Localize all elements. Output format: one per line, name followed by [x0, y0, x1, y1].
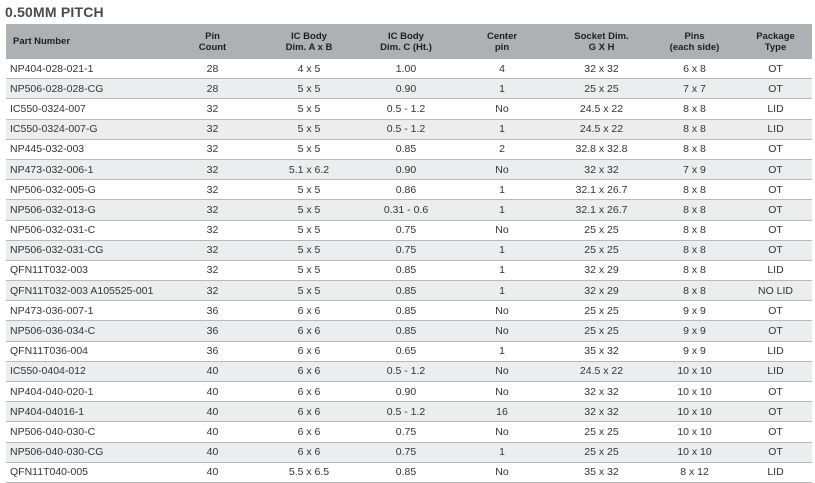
cell-center: 1 [451, 341, 553, 361]
cell-pkg: OT [739, 220, 812, 240]
cell-socket: 32.1 x 26.7 [553, 180, 650, 200]
cell-center: 1 [451, 119, 553, 139]
cell-pinsside: 9 x 9 [650, 301, 739, 321]
cell-part: NP506-036-034-C [6, 321, 168, 341]
cell-part: NP506-040-030-C [6, 422, 168, 442]
cell-center: 1 [451, 200, 553, 220]
cell-pkg: LID [739, 119, 812, 139]
column-header [6, 24, 168, 59]
cell-socket: 25 x 25 [553, 422, 650, 442]
cell-part: IC550-0404-012 [6, 361, 168, 381]
cell-center: No [451, 159, 553, 179]
cell-pins: 32 [168, 200, 257, 220]
cell-socket: 32 x 32 [553, 382, 650, 402]
cell-dimc: 0.75 [361, 240, 451, 260]
cell-pins: 32 [168, 260, 257, 280]
cell-pins: 32 [168, 119, 257, 139]
column-header [257, 24, 361, 59]
cell-dimab: 6 x 6 [257, 422, 361, 442]
cell-pkg: LID [739, 99, 812, 119]
cell-pinsside: 8 x 8 [650, 260, 739, 280]
table-row [6, 361, 812, 381]
cell-pins: 40 [168, 422, 257, 442]
cell-center: 1 [451, 240, 553, 260]
cell-part: NP404-028-021-1 [6, 59, 168, 79]
column-header-line-1: Center [486, 30, 518, 42]
cell-dimab: 5 x 5 [257, 240, 361, 260]
cell-socket: 25 x 25 [553, 220, 650, 240]
cell-part: NP506-032-031-C [6, 220, 168, 240]
cell-center: 1 [451, 79, 553, 99]
cell-pinsside: 6 x 8 [650, 59, 739, 79]
cell-dimab: 5 x 5 [257, 260, 361, 280]
table-row [6, 442, 812, 462]
column-header [650, 24, 739, 59]
cell-dimc: 1.00 [361, 59, 451, 79]
spec-table [6, 24, 812, 483]
table-row [6, 200, 812, 220]
cell-pkg: OT [739, 240, 812, 260]
cell-socket: 32 x 29 [553, 260, 650, 280]
cell-pinsside: 10 x 10 [650, 402, 739, 422]
cell-dimc: 0.85 [361, 462, 451, 482]
cell-pinsside: 10 x 10 [650, 361, 739, 381]
cell-dimab: 5 x 5 [257, 99, 361, 119]
table-row [6, 341, 812, 361]
cell-dimab: 6 x 6 [257, 442, 361, 462]
cell-pinsside: 8 x 8 [650, 200, 739, 220]
cell-dimab: 6 x 6 [257, 321, 361, 341]
cell-pkg: LID [739, 260, 812, 280]
cell-pins: 32 [168, 240, 257, 260]
cell-dimab: 5 x 5 [257, 281, 361, 301]
column-header-line-2: Dim. C (Ht.) [380, 41, 432, 53]
table-row [6, 402, 812, 422]
column-header-line-2: pin [494, 41, 510, 53]
column-header [553, 24, 650, 59]
cell-pinsside: 7 x 7 [650, 79, 739, 99]
column-header-line-2: (each side) [669, 41, 720, 53]
cell-part: QFN11T040-005 [6, 462, 168, 482]
cell-socket: 32.1 x 26.7 [553, 200, 650, 220]
cell-socket: 32 x 32 [553, 159, 650, 179]
table-header [6, 24, 812, 59]
cell-center: 1 [451, 180, 553, 200]
cell-center: 2 [451, 139, 553, 159]
cell-pkg: OT [739, 442, 812, 462]
cell-dimab: 5 x 5 [257, 79, 361, 99]
cell-center: No [451, 462, 553, 482]
cell-dimab: 5.1 x 6.2 [257, 159, 361, 179]
cell-center: No [451, 361, 553, 381]
cell-pinsside: 8 x 12 [650, 462, 739, 482]
cell-part: NP473-036-007-1 [6, 301, 168, 321]
cell-part: NP473-032-006-1 [6, 159, 168, 179]
cell-socket: 25 x 25 [553, 240, 650, 260]
cell-pkg: OT [739, 422, 812, 442]
cell-pkg: OT [739, 402, 812, 422]
cell-dimab: 5 x 5 [257, 200, 361, 220]
cell-part: NP445-032-003 [6, 139, 168, 159]
cell-pins: 28 [168, 59, 257, 79]
table-row [6, 281, 812, 301]
cell-dimab: 6 x 6 [257, 341, 361, 361]
cell-socket: 25 x 25 [553, 442, 650, 462]
cell-dimc: 0.85 [361, 321, 451, 341]
cell-socket: 25 x 25 [553, 79, 650, 99]
cell-pins: 36 [168, 321, 257, 341]
cell-dimc: 0.5 - 1.2 [361, 119, 451, 139]
cell-pkg: OT [739, 200, 812, 220]
cell-center: No [451, 220, 553, 240]
cell-pinsside: 9 x 9 [650, 341, 739, 361]
cell-pkg: OT [739, 301, 812, 321]
cell-pkg: OT [739, 321, 812, 341]
cell-socket: 24.5 x 22 [553, 361, 650, 381]
cell-dimc: 0.65 [361, 341, 451, 361]
cell-pins: 32 [168, 220, 257, 240]
cell-pinsside: 8 x 8 [650, 281, 739, 301]
cell-dimc: 0.5 - 1.2 [361, 361, 451, 381]
cell-dimab: 5 x 5 [257, 220, 361, 240]
cell-part: QFN11T032-003 [6, 260, 168, 280]
cell-pkg: LID [739, 361, 812, 381]
cell-pins: 40 [168, 402, 257, 422]
column-header-line-2: G X H [588, 41, 615, 53]
section-title: 0.50MM PITCH [5, 4, 104, 20]
cell-pins: 32 [168, 159, 257, 179]
cell-socket: 25 x 25 [553, 321, 650, 341]
cell-part: QFN11T036-004 [6, 341, 168, 361]
cell-part: NP506-032-013-G [6, 200, 168, 220]
cell-dimc: 0.85 [361, 301, 451, 321]
cell-part: NP506-032-005-G [6, 180, 168, 200]
cell-pinsside: 8 x 8 [650, 180, 739, 200]
column-header [361, 24, 451, 59]
cell-dimab: 5 x 5 [257, 119, 361, 139]
cell-pins: 32 [168, 180, 257, 200]
cell-center: No [451, 382, 553, 402]
column-header-line-1: Pins [684, 30, 705, 42]
table-row [6, 119, 812, 139]
table-row [6, 382, 812, 402]
cell-dimab: 5 x 5 [257, 180, 361, 200]
cell-socket: 35 x 32 [553, 341, 650, 361]
table-body [6, 59, 812, 482]
cell-dimc: 0.5 - 1.2 [361, 402, 451, 422]
table-row [6, 79, 812, 99]
table-row [6, 321, 812, 341]
cell-socket: 25 x 25 [553, 301, 650, 321]
cell-dimab: 6 x 6 [257, 301, 361, 321]
cell-center: No [451, 321, 553, 341]
cell-pins: 28 [168, 79, 257, 99]
cell-center: 1 [451, 442, 553, 462]
cell-dimc: 0.85 [361, 281, 451, 301]
cell-socket: 32 x 29 [553, 281, 650, 301]
table-row [6, 422, 812, 442]
cell-dimab: 6 x 6 [257, 361, 361, 381]
cell-pins: 36 [168, 341, 257, 361]
cell-pins: 40 [168, 442, 257, 462]
cell-dimc: 0.86 [361, 180, 451, 200]
cell-socket: 32 x 32 [553, 59, 650, 79]
cell-pins: 32 [168, 139, 257, 159]
column-header-line-1: Socket Dim. [574, 30, 629, 42]
column-header-line-2: Count [198, 41, 227, 53]
cell-pins: 40 [168, 361, 257, 381]
cell-part: NP506-040-030-CG [6, 442, 168, 462]
column-header-line-1: IC Body [388, 30, 424, 42]
cell-socket: 24.5 x 22 [553, 99, 650, 119]
table-row [6, 99, 812, 119]
table-row [6, 59, 812, 79]
cell-dimab: 6 x 6 [257, 382, 361, 402]
column-header-line-2: Dim. A x B [285, 41, 333, 53]
cell-dimc: 0.85 [361, 260, 451, 280]
cell-pins: 40 [168, 382, 257, 402]
cell-socket: 32 x 32 [553, 402, 650, 422]
cell-center: No [451, 422, 553, 442]
cell-socket: 24.5 x 22 [553, 119, 650, 139]
cell-pinsside: 7 x 9 [650, 159, 739, 179]
cell-part: IC550-0324-007 [6, 99, 168, 119]
cell-dimc: 0.75 [361, 422, 451, 442]
cell-pkg: OT [739, 382, 812, 402]
cell-pkg: OT [739, 139, 812, 159]
cell-pkg: NO LID [739, 281, 812, 301]
table-row [6, 220, 812, 240]
cell-part: NP506-032-031-CG [6, 240, 168, 260]
cell-pinsside: 8 x 8 [650, 99, 739, 119]
cell-pins: 36 [168, 301, 257, 321]
cell-pkg: LID [739, 462, 812, 482]
column-header-line-2: Type [764, 41, 787, 53]
cell-dimc: 0.90 [361, 382, 451, 402]
cell-dimc: 0.5 - 1.2 [361, 99, 451, 119]
cell-dimc: 0.75 [361, 442, 451, 462]
cell-center: 1 [451, 281, 553, 301]
table-row [6, 240, 812, 260]
cell-center: 1 [451, 260, 553, 280]
cell-pins: 32 [168, 99, 257, 119]
cell-part: NP404-04016-1 [6, 402, 168, 422]
cell-center: 4 [451, 59, 553, 79]
cell-pkg: OT [739, 159, 812, 179]
cell-pinsside: 8 x 8 [650, 220, 739, 240]
cell-dimc: 0.85 [361, 139, 451, 159]
cell-pinsside: 10 x 10 [650, 382, 739, 402]
cell-pinsside: 8 x 8 [650, 139, 739, 159]
cell-dimc: 0.75 [361, 220, 451, 240]
column-header-line-1: Pin [205, 30, 220, 42]
table-row [6, 301, 812, 321]
cell-dimc: 0.90 [361, 79, 451, 99]
cell-dimc: 0.90 [361, 159, 451, 179]
cell-pkg: OT [739, 180, 812, 200]
cell-pkg: OT [739, 59, 812, 79]
column-header-line-1: Part Number [13, 36, 71, 47]
cell-pinsside: 10 x 10 [650, 422, 739, 442]
cell-pinsside: 8 x 8 [650, 119, 739, 139]
cell-part: NP404-040-020-1 [6, 382, 168, 402]
table-row [6, 139, 812, 159]
cell-pkg: LID [739, 341, 812, 361]
cell-dimab: 4 x 5 [257, 59, 361, 79]
column-header [739, 24, 812, 59]
table-row [6, 159, 812, 179]
cell-socket: 32.8 x 32.8 [553, 139, 650, 159]
table-row [6, 180, 812, 200]
table-row [6, 462, 812, 482]
cell-dimc: 0.31 - 0.6 [361, 200, 451, 220]
column-header [451, 24, 553, 59]
column-header-line-1: Package [756, 30, 795, 42]
column-header [168, 24, 257, 59]
cell-pins: 32 [168, 281, 257, 301]
cell-pkg: OT [739, 79, 812, 99]
header-row [6, 24, 812, 59]
cell-pins: 40 [168, 462, 257, 482]
cell-part: QFN11T032-003 A105525-001 [6, 281, 168, 301]
cell-center: No [451, 99, 553, 119]
cell-pinsside: 10 x 10 [650, 442, 739, 462]
cell-dimab: 5 x 5 [257, 139, 361, 159]
cell-dimab: 6 x 6 [257, 402, 361, 422]
cell-pinsside: 8 x 8 [650, 240, 739, 260]
cell-pinsside: 9 x 9 [650, 321, 739, 341]
cell-part: IC550-0324-007-G [6, 119, 168, 139]
cell-center: No [451, 301, 553, 321]
cell-part: NP506-028-028-CG [6, 79, 168, 99]
column-header-line-1: IC Body [291, 30, 327, 42]
table-row [6, 260, 812, 280]
cell-center: 16 [451, 402, 553, 422]
cell-dimab: 5.5 x 6.5 [257, 462, 361, 482]
cell-socket: 35 x 32 [553, 462, 650, 482]
